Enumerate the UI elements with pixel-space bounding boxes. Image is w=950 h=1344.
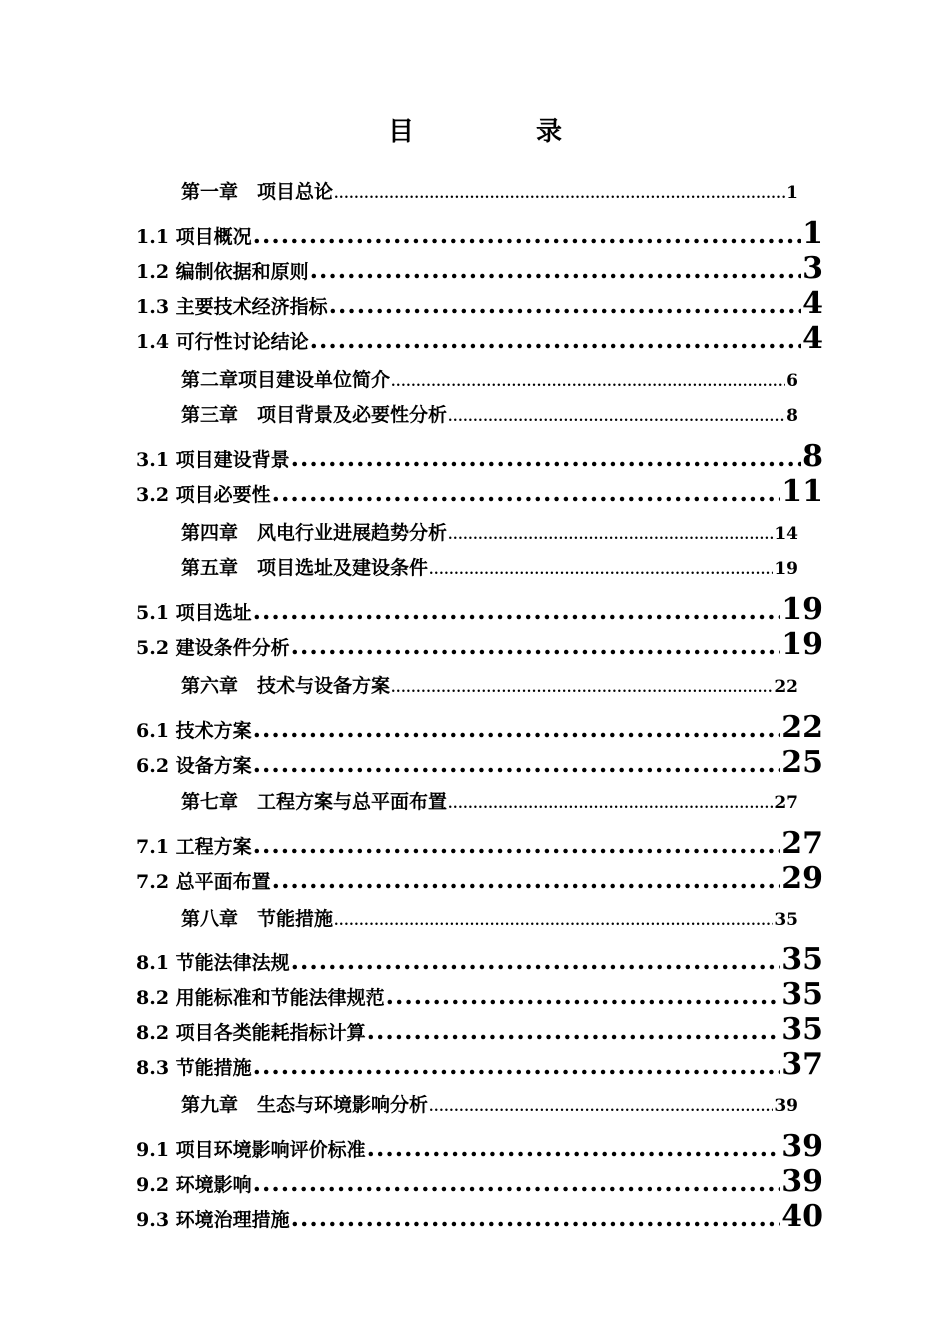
dot-leader <box>329 290 801 319</box>
toc-page-number: 27 <box>774 793 798 813</box>
toc-section-entry[interactable] <box>136 1129 823 1163</box>
dot-leader <box>253 220 801 249</box>
toc-entry-label: 1.2 编制依据和原则 <box>136 261 309 283</box>
toc-section-entry[interactable] <box>136 1199 823 1233</box>
dot-leader <box>429 563 773 578</box>
toc-entry-label: 第一章 项目总论 <box>181 181 334 203</box>
toc-entry-label: 第六章 技术与设备方案 <box>181 675 391 697</box>
toc-page-number: 1 <box>786 183 798 203</box>
dot-leader <box>448 797 773 812</box>
toc-section-entry[interactable] <box>136 251 823 285</box>
toc-entry-label: 5.2 建设条件分析 <box>136 637 290 659</box>
toc-page-number: 40 <box>781 1199 823 1234</box>
toc-entry-label: 6.2 设备方案 <box>136 755 252 777</box>
toc-entry-label: 第四章 风电行业进展趋势分析 <box>181 522 448 544</box>
toc-entry-label: 第七章 工程方案与总平面布置 <box>181 791 448 813</box>
toc-page-number: 35 <box>781 942 823 977</box>
dot-leader <box>272 478 781 507</box>
toc-chapter-entry[interactable] <box>181 787 798 813</box>
toc-chapter-entry[interactable] <box>181 177 798 203</box>
toc-entry-label: 1.3 主要技术经济指标 <box>136 296 328 318</box>
toc-entry-label: 第五章 项目选址及建设条件 <box>181 557 429 579</box>
dot-leader <box>310 255 801 284</box>
dot-leader <box>272 865 781 894</box>
toc-page-number: 35 <box>781 1012 823 1047</box>
toc-entry-label: 1.4 可行性讨论结论 <box>136 331 309 353</box>
toc-section-entry[interactable] <box>136 1047 823 1081</box>
dot-leader <box>291 1203 781 1232</box>
toc-section-entry[interactable] <box>136 439 823 473</box>
toc-page-number: 19 <box>781 627 823 662</box>
toc-page-number: 39 <box>781 1129 823 1164</box>
toc-entry-label: 7.1 工程方案 <box>136 836 252 858</box>
toc-section-entry[interactable] <box>136 1164 823 1198</box>
toc-entry-label: 6.1 技术方案 <box>136 720 252 742</box>
toc-entry-label: 9.3 环境治理措施 <box>136 1209 290 1231</box>
toc-page-number: 25 <box>781 745 823 780</box>
toc-entry-label: 第三章 项目背景及必要性分析 <box>181 404 448 426</box>
toc-entry-label: 8.2 用能标准和节能法律规范 <box>136 987 385 1009</box>
toc-entry-label: 8.2 项目各类能耗指标计算 <box>136 1022 366 1044</box>
toc-entry-label: 3.1 项目建设背景 <box>136 449 290 471</box>
dot-leader <box>253 596 781 625</box>
dot-leader <box>310 325 801 354</box>
toc-chapter-entry[interactable] <box>181 365 798 391</box>
toc-section-entry[interactable] <box>136 592 823 626</box>
dot-leader <box>253 830 781 859</box>
toc-section-entry[interactable] <box>136 861 823 895</box>
dot-leader <box>367 1016 781 1045</box>
toc-page-number: 22 <box>781 710 823 745</box>
toc-section-entry[interactable] <box>136 321 823 355</box>
toc-entry-label: 1.1 项目概况 <box>136 226 252 248</box>
dot-leader <box>334 187 785 202</box>
toc-entry-label: 3.2 项目必要性 <box>136 484 271 506</box>
toc-page-number: 27 <box>781 826 823 861</box>
dot-leader <box>291 443 801 472</box>
dot-leader <box>291 631 781 660</box>
dot-leader <box>253 1051 781 1080</box>
toc-entry-label: 第二章项目建设单位简介 <box>181 369 391 391</box>
toc-chapter-entry[interactable] <box>181 400 798 426</box>
toc-section-entry[interactable] <box>136 710 823 744</box>
toc-section-entry[interactable] <box>136 826 823 860</box>
toc-entry-label: 7.2 总平面布置 <box>136 871 271 893</box>
toc-page-number: 39 <box>781 1164 823 1199</box>
toc-section-entry[interactable] <box>136 216 823 250</box>
toc-page-number: 39 <box>774 1096 798 1116</box>
toc-page-number: 37 <box>781 1047 823 1082</box>
toc-page-number: 14 <box>774 524 798 544</box>
toc-page-number: 1 <box>802 216 823 251</box>
toc-section-entry[interactable] <box>136 977 823 1011</box>
dot-leader <box>253 714 781 743</box>
toc-entry-label: 9.1 项目环境影响评价标准 <box>136 1139 366 1161</box>
toc-page-number: 4 <box>802 286 823 321</box>
toc-section-entry[interactable] <box>136 286 823 320</box>
toc-section-entry[interactable] <box>136 1012 823 1046</box>
dot-leader <box>291 946 781 975</box>
toc-page-number: 29 <box>781 861 823 896</box>
dot-leader <box>448 410 785 425</box>
dot-leader <box>391 375 785 390</box>
toc-entry-label: 5.1 项目选址 <box>136 602 252 624</box>
toc-chapter-entry[interactable] <box>181 671 798 697</box>
dot-leader <box>429 1100 773 1115</box>
dot-leader <box>386 981 781 1010</box>
dot-leader <box>367 1133 781 1162</box>
toc-section-entry[interactable] <box>136 942 823 976</box>
toc-entry-label: 8.3 节能措施 <box>136 1057 252 1079</box>
toc-title: 目 录 <box>387 117 610 147</box>
toc-page-number: 8 <box>786 406 798 426</box>
toc-entry-label: 9.2 环境影响 <box>136 1174 252 1196</box>
toc-section-entry[interactable] <box>136 745 823 779</box>
toc-page-number: 19 <box>781 592 823 627</box>
toc-entry-label: 第九章 生态与环境影响分析 <box>181 1094 429 1116</box>
toc-entry-label: 第八章 节能措施 <box>181 908 334 930</box>
toc-entry-label: 8.1 节能法律法规 <box>136 952 290 974</box>
toc-chapter-entry[interactable] <box>181 518 798 544</box>
toc-page-number: 4 <box>802 321 823 356</box>
toc-page-number: 11 <box>781 474 823 509</box>
toc-chapter-entry[interactable] <box>181 553 798 579</box>
toc-chapter-entry[interactable] <box>181 1090 798 1116</box>
toc-page-number: 22 <box>774 677 798 697</box>
toc-page-number: 6 <box>786 371 798 391</box>
toc-page-number: 3 <box>802 251 823 286</box>
toc-page-number: 19 <box>774 559 798 579</box>
toc-page-number: 8 <box>802 439 823 474</box>
toc-chapter-entry[interactable] <box>181 904 798 930</box>
dot-leader <box>253 1168 781 1197</box>
dot-leader <box>334 914 773 929</box>
toc-section-entry[interactable] <box>136 627 823 661</box>
dot-leader <box>391 681 773 696</box>
toc-section-entry[interactable] <box>136 474 823 508</box>
dot-leader <box>253 749 781 778</box>
toc-page-number: 35 <box>774 910 798 930</box>
toc-page-number: 35 <box>781 977 823 1012</box>
dot-leader <box>448 528 773 543</box>
